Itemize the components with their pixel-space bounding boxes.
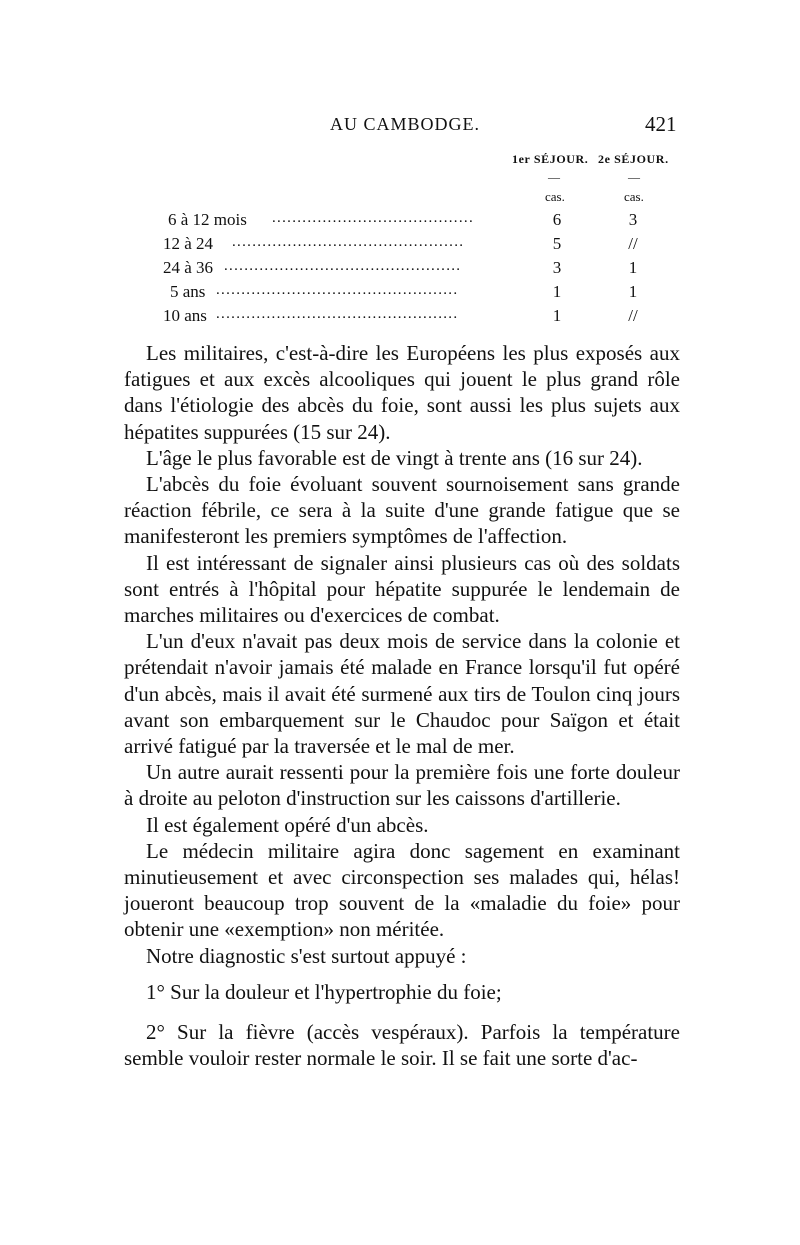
list-item: 1° Sur la douleur et l'hypertrophie du foie; <box>146 979 502 1004</box>
second-stay-value: 1 <box>628 282 638 301</box>
paragraph: L'un d'eux n'avait pas deux mois de service dans la colonie et prétendait n'avoir jamais été malade en France lorsqu'il fut opéré d'un abcès, mais il avait été surmené aux tirs de Toulon cinq jours avant son embarquement sur le Chaudoc pour Saïgon et était arrivé fatigué par la traversée et le mal de mer. <box>124 629 680 759</box>
second-stay-value: // <box>628 234 638 253</box>
list-item: 2° Sur la fièvre (accès vespéraux). Parfois la température semble vouloir rester normale le soir. Il se fait une sorte d'ac- <box>124 1020 680 1071</box>
table-row <box>0 234 800 258</box>
row-label: 6 à 12 mois <box>168 210 247 229</box>
running-title: AU CAMBODGE. <box>330 114 481 134</box>
dot-leader: ................................................ <box>216 306 459 322</box>
row-label: 24 à 36 <box>163 258 214 277</box>
row-label: 12 à 24 <box>163 234 214 253</box>
column-rule: — <box>548 170 560 184</box>
row-label: 10 ans <box>163 306 207 325</box>
dot-leader: ................................................ <box>216 282 459 298</box>
paragraph: Il est intéressant de signaler ainsi plusieurs cas où des soldats sont entrés à l'hôpital pour hépatite suppurée le lendemain de marches militaires ou d'exercices de combat. <box>124 550 680 628</box>
table-row <box>0 258 800 282</box>
paragraph: Un autre aurait ressenti pour la première fois une forte douleur à droite au peloton d'instruction sur les caissons d'artillerie. <box>124 760 680 811</box>
paragraph: Les militaires, c'est-à-dire les Européens les plus exposés aux fatigues et aux excès alcooliques qui jouent le plus grand rôle dans l'étiologie des abcès du foie, sont aussi les plus sujets aux hépatites suppurées (15 sur 24). <box>124 341 680 444</box>
row-label: 5 ans <box>170 282 206 301</box>
first-stay-value: 3 <box>552 258 562 277</box>
first-stay-value: 6 <box>552 210 562 229</box>
table-row <box>0 306 800 330</box>
dot-leader: ............................................... <box>224 258 462 274</box>
second-stay-value: 3 <box>628 210 638 229</box>
dot-leader: .............................................. <box>232 234 465 250</box>
page-header <box>0 114 800 142</box>
column-header-second-stay: 2e SÉJOUR. <box>598 152 669 166</box>
first-stay-value: 1 <box>552 282 562 301</box>
first-stay-value: 5 <box>552 234 562 253</box>
column-header-first-stay: 1er SÉJOUR. <box>512 152 589 166</box>
first-stay-value: 1 <box>552 306 562 325</box>
paragraph: Le médecin militaire agira donc sagement en examinant minutieusement et avec circonspection ses malades qui, hélas! joueront beaucoup trop souvent de la «maladie du foie» pour obtenir une «exemption» non méritée. <box>124 838 680 942</box>
dot-leader: ........................................ <box>272 210 474 226</box>
unit-label: cas. <box>545 189 565 204</box>
table-row <box>0 210 800 234</box>
page-number: 421 <box>645 112 677 136</box>
table-row <box>0 282 800 306</box>
body-text <box>124 340 680 1071</box>
paragraph: Il est également opéré d'un abcès. <box>146 812 429 837</box>
second-stay-value: // <box>628 306 638 325</box>
paragraph: L'âge le plus favorable est de vingt à trente ans (16 sur 24). <box>146 445 643 470</box>
second-stay-value: 1 <box>628 258 638 277</box>
unit-label: cas. <box>624 189 644 204</box>
paragraph: Notre diagnostic s'est surtout appuyé : <box>146 943 467 968</box>
column-rule: — <box>628 170 640 184</box>
paragraph: L'abcès du foie évoluant souvent sournoisement sans grande réaction fébrile, ce sera à la suite d'une grande fatigue que se manifesteront les premiers symptômes de l'affection. <box>124 472 680 549</box>
